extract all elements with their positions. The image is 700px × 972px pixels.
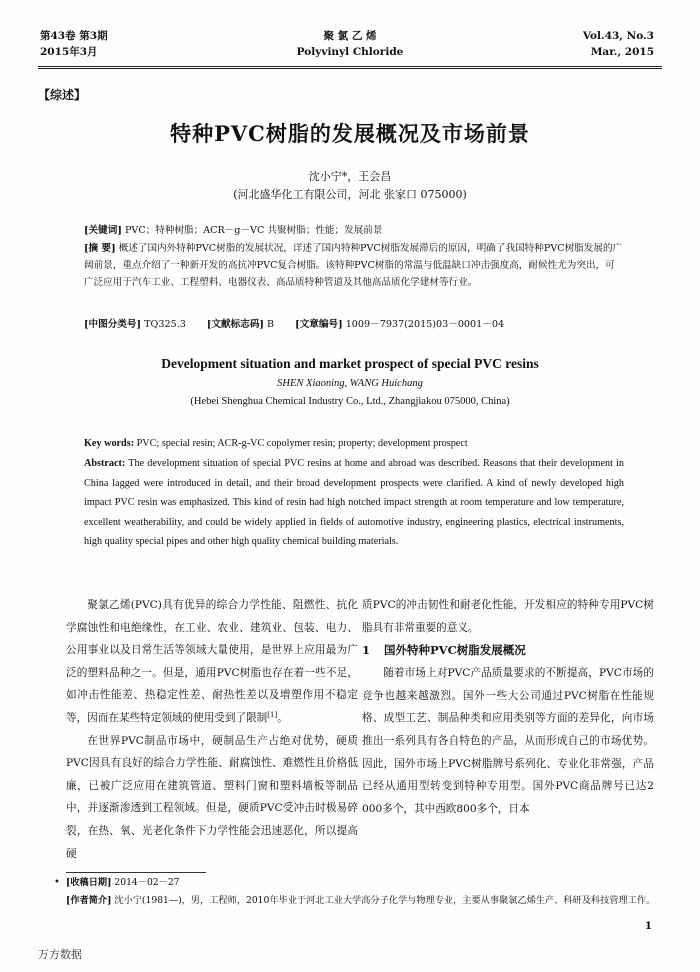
article-code <box>295 319 504 330</box>
bio-text: 沈小宁(1981—)，男，工程师，2010年毕业于河北工业大学高分子化学与物理专业，主要从事聚氯乙烯生产、科研及科技管理工作。 <box>114 895 656 906</box>
watermark: 万方数据 <box>38 948 82 961</box>
doc-label: [文献标志码] <box>206 319 264 330</box>
keywords-text: PVC；特种树脂；ACR－g－VC 共聚树脂；性能；发展前景 <box>124 225 383 236</box>
abstract-en-label: Abstract: <box>84 458 126 469</box>
abstract-label: [摘 要] <box>84 243 116 254</box>
section-heading <box>362 639 654 662</box>
body-paragraph: 在世界PVC制品市场中，硬制品生产占绝对优势，硬质PVC因具有良好的综合力学性能、耐腐蚀性、难燃性且价格低廉，已被广泛应用在建筑管道、塑料门窗和塑料墙板等制品中，并逐渐渗透到工程领域。但是，硬质PVC受冲击时极易碎裂，在热、氧、光老化条件下力学性能会迅速恶化，所以提高硬 <box>66 734 358 860</box>
header-rule <box>38 66 662 67</box>
authors-english: SHEN Xiaoning, WANG Huichang <box>277 378 423 389</box>
received-date: 2014－02－27 <box>114 877 180 888</box>
abstract-chinese <box>84 240 624 291</box>
journal-name-cn: 聚 氯 乙 烯 <box>323 30 377 42</box>
abstract-english <box>84 454 624 552</box>
keywords-label: [关键词] <box>84 225 122 236</box>
clc-code <box>84 319 186 330</box>
publication-date: 2015年3月 <box>40 46 98 58</box>
doc-value: B <box>267 319 275 330</box>
clc-value: TQ325.3 <box>144 319 186 330</box>
paragraph-end: 。 <box>277 711 288 724</box>
citation-ref[interactable]: [1] <box>267 710 278 719</box>
section-title: 国外特种PVC树脂发展概况 <box>384 643 526 658</box>
footnote-received <box>66 876 656 891</box>
footnote-rule <box>66 872 206 873</box>
keywords-chinese <box>84 222 624 239</box>
abstract-text: 概述了国内外特种PVC树脂的发展状况，详述了国内特种PVC树脂发展滞后的原因，明确了我国特种PVC树脂发展的广阔前景，重点介绍了一种新开发的高抗冲PVC复合树脂。该特种PVC树脂的常温与低温缺口冲击强度高，耐候性尤为突出，可广泛应用于汽车工业、工程塑料、电器仪表、高品质特种管道及其他高品质化学建材等行业。 <box>84 243 623 288</box>
article-value: 1009－7937(2015)03－0001－04 <box>345 319 505 330</box>
journal-volume-info-en <box>583 28 654 60</box>
affiliation-chinese: (河北盛华化工有限公司，河北 张家口 075000) <box>233 188 467 201</box>
body-paragraph <box>66 594 358 730</box>
page-number: 1 <box>644 920 652 932</box>
doc-code <box>207 319 274 330</box>
footnote-bullet: • <box>54 877 60 888</box>
paragraph-text: 聚氯乙烯(PVC)具有优异的综合力学性能、阻燃性、抗化学腐蚀性和电绝缘性，在工业、农业、建筑业、包装、电力、公用事业以及日常生活等领域大量使用，是世界上应用最为广泛的塑料品种之一。但是，通用PVC树脂也存在着一些不足，如冲击性能差、热稳定性差、耐热性差以及增塑作用不稳定等，因而在某些特定领域的使用受到了限制 <box>66 599 358 724</box>
clc-label: [中图分类号] <box>84 319 142 330</box>
footnote-author-bio <box>66 894 656 909</box>
body-paragraph: 随着市场上对PVC产品质量要求的不断提高，PVC市场的竞争也越来越激烈。国外一些大公司通过PVC树脂在性能规格、成型工艺、制品种类和应用类别等方面的差异化，向市场推出一系列具有各自特色的产品，从而形成自己的市场优势。因此，国外市场上PVC树脂牌号系列化、专业化非常强，产品已经从通用型转变到特种专用型。国外PVC商品牌号已达2 000多个，其中西欧800多个，日本 <box>362 667 654 815</box>
affiliation-english: (Hebei Shenghua Chemical Industry Co., Ltd., Zhangjiakou 075000, China) <box>190 396 510 407</box>
header-rule-second <box>38 68 662 69</box>
body-paragraph: 质PVC的冲击韧性和耐老化性能，开发相应的特种专用PVC树脂具有非常重要的意义。 <box>362 599 654 634</box>
volume-issue-en: Vol.43, No.3 <box>582 30 654 42</box>
keywords-english <box>84 434 624 454</box>
publication-date-en: Mar., 2015 <box>590 46 654 58</box>
bio-label: [作者简介] <box>66 895 112 906</box>
keywords-en-label: Key words: <box>84 438 135 449</box>
section-tag: 【综述】 <box>38 88 87 102</box>
body-column-left <box>66 594 358 865</box>
classification-row <box>84 316 624 333</box>
abstract-en-text: The development situation of special PVC resins at home and abroad was described. Reasons that their development in China lagged were introduced in detail, and their broad development prospects were clarified. A kind of newly developed high impact PVC resin was emphasized. This kind of resin had high notched impact strength at room temperature and low temperature, excellent weatherability, and could be widely applied in fields of automotive industry, engineering plastics, electrical instruments, high quality special pipes and other high quality chemical building materials. <box>84 458 624 548</box>
title-english: Development situation and market prospect of special PVC resins <box>161 356 539 371</box>
title-chinese: 特种PVC树脂的发展概况及市场前景 <box>170 121 530 146</box>
keywords-en-text: PVC; special resin; ACR-g-VC copolymer resin; property; development prospect <box>136 438 468 449</box>
authors-chinese: 沈小宁*，王会昌 <box>308 170 392 183</box>
received-label: [收稿日期] <box>66 877 112 888</box>
body-column-right <box>362 594 654 820</box>
volume-issue: 第43卷 第3期 <box>40 30 108 42</box>
article-label: [文章编号] <box>295 319 343 330</box>
journal-name-en: Polyvinyl Chloride <box>296 46 404 58</box>
section-number: 1 <box>362 643 371 658</box>
